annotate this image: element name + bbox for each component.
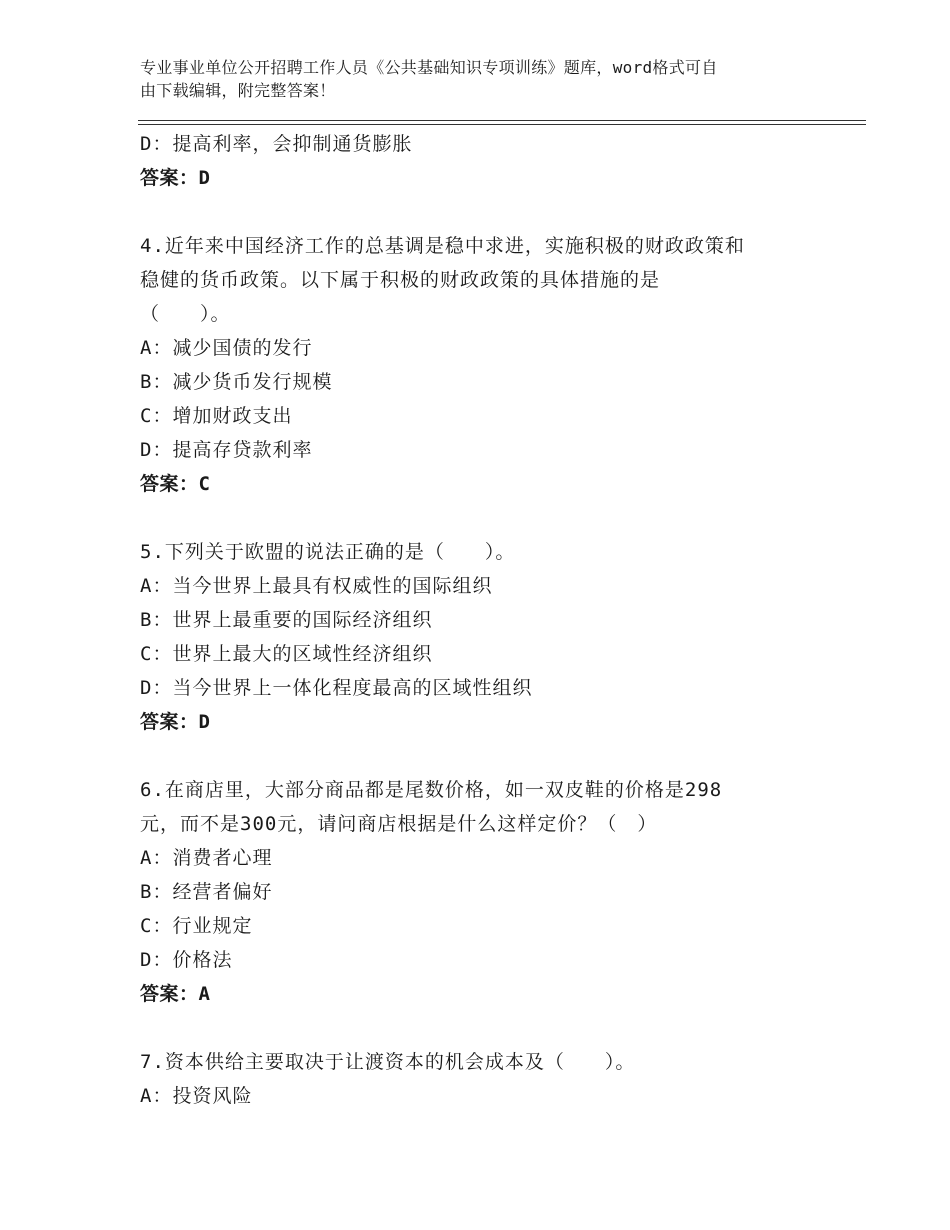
option-c: C：世界上最大的区域性经济组织: [140, 643, 433, 665]
option-a: A：减少国债的发行: [140, 337, 313, 359]
page-header: [140, 56, 820, 102]
spacer: [140, 195, 860, 229]
question-stem-line: 7.资本供给主要取决于让渡资本的机会成本及（ ）。: [140, 1051, 636, 1073]
question-stem-line: 元，而不是300元，请问商店根据是什么这样定价？（ ）: [140, 813, 658, 835]
option-line: D：提高利率，会抑制通货膨胀: [140, 133, 413, 155]
option-d: D：提高存贷款利率: [140, 439, 313, 461]
question-stem-line: 6.在商店里，大部分商品都是尾数价格，如一双皮鞋的价格是298: [140, 779, 723, 801]
question-list: [140, 127, 860, 1113]
option-a: A：投资风险: [140, 1085, 253, 1107]
answer-line: 答案：A: [140, 983, 211, 1005]
spacer: [140, 501, 860, 535]
question-6: [140, 773, 860, 1011]
spacer: [140, 739, 860, 773]
header-line: 由下载编辑，附完整答案！: [140, 81, 336, 100]
question-stem-line: 稳健的货币政策。以下属于积极的财政政策的具体措施的是: [140, 269, 661, 291]
spacer: [140, 1011, 860, 1045]
option-c: C：行业规定: [140, 915, 253, 937]
option-b: B：经营者偏好: [140, 881, 273, 903]
question-stem-line: 4.近年来中国经济工作的总基调是稳中求进，实施积极的财政政策和: [140, 235, 745, 257]
question-stem-line: 5.下列关于欧盟的说法正确的是（ ）。: [140, 541, 516, 563]
option-d: D：价格法: [140, 949, 233, 971]
option-d: D：当今世界上一体化程度最高的区域性组织: [140, 677, 533, 699]
question-5: [140, 535, 860, 739]
answer-line: 答案：D: [140, 167, 211, 189]
header-line: 专业事业单位公开招聘工作人员《公共基础知识专项训练》题库，word格式可自: [140, 58, 718, 77]
option-a: A：当今世界上最具有权威性的国际组织: [140, 575, 493, 597]
question-stem-line: （ ）。: [140, 303, 231, 325]
question-4: [140, 229, 860, 501]
answer-line: 答案：C: [140, 473, 211, 495]
option-c: C：增加财政支出: [140, 405, 293, 427]
answer-line: 答案：D: [140, 711, 211, 733]
question-7: [140, 1045, 860, 1113]
option-a: A：消费者心理: [140, 847, 273, 869]
header-divider: [138, 120, 866, 121]
option-b: B：世界上最重要的国际经济组织: [140, 609, 433, 631]
header-divider: [138, 124, 866, 125]
option-b: B：减少货币发行规模: [140, 371, 333, 393]
